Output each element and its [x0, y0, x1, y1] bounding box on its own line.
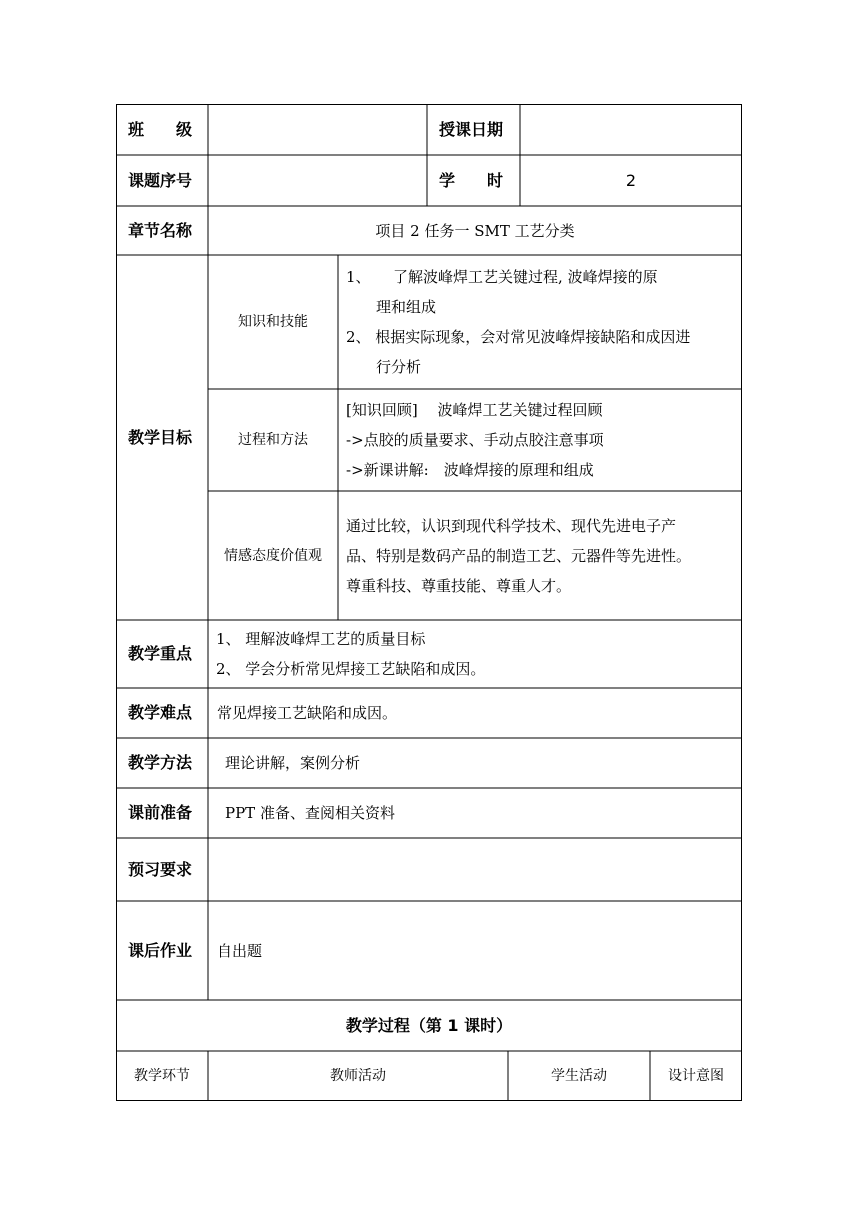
- class-value: [208, 104, 427, 155]
- student-header: 学生活动: [551, 1068, 607, 1084]
- sequence-value: [208, 155, 427, 206]
- hours-label: 学 时: [439, 170, 504, 190]
- emotion-line: 品、特别是数码产品的制造工艺、元器件等先进性。: [346, 546, 692, 565]
- homework-value: 自出题: [217, 941, 263, 960]
- emotion-line: 通过比较，认识到现代科学技术、现代先进电子产: [346, 516, 677, 535]
- preparation-value: PPT 准备、查阅相关资料: [225, 804, 395, 822]
- key-points-label: 教学重点: [128, 644, 193, 663]
- process-line: [知识回顾] 波峰焊工艺关键过程回顾: [346, 401, 603, 419]
- stage-header: 教学环节: [134, 1068, 190, 1084]
- methods-value: 理论讲解，案例分析: [225, 754, 361, 772]
- hours-value: 2: [625, 170, 637, 190]
- key-point-line: 2、 学会分析常见焊接工艺缺陷和成因。: [216, 660, 486, 678]
- homework-label: 课后作业: [128, 940, 193, 960]
- teacher-header: 教师活动: [330, 1068, 386, 1084]
- class-label: 班 级: [128, 119, 193, 139]
- process-content: [338, 389, 742, 491]
- preview-label: 预习要求: [128, 859, 193, 879]
- emotion-line: 尊重科技、尊重技能、尊重人才。: [346, 576, 572, 595]
- key-point-line: 1、 理解波峰焊工艺的质量目标: [216, 630, 426, 648]
- preview-value: [208, 838, 742, 901]
- lesson-plan-table: [116, 104, 742, 1101]
- difficult-points-value: 常见焊接工艺缺陷和成因。: [217, 704, 398, 722]
- sequence-label: 课题序号: [128, 170, 193, 190]
- emotion-label: 情感态度价值观: [224, 547, 322, 564]
- knowledge-line: 2、 根据实际现象，会对常见波峰焊接缺陷和成因进: [346, 328, 691, 346]
- knowledge-label: 知识和技能: [238, 314, 308, 330]
- process-line: ->点胶的质量要求、手动点胶注意事项: [346, 431, 604, 449]
- knowledge-line: 理和组成: [376, 298, 437, 316]
- chapter-label: 章节名称: [128, 220, 193, 240]
- knowledge-content: [338, 255, 742, 389]
- methods-label: 教学方法: [128, 753, 193, 772]
- chapter-value: 项目 2 任务一 SMT 工艺分类: [375, 221, 575, 240]
- process-title: 教学过程（第 1 课时）: [345, 1015, 513, 1035]
- date-value: [520, 104, 742, 155]
- difficult-points-label: 教学难点: [128, 703, 193, 722]
- knowledge-line: 行分析: [376, 358, 422, 376]
- knowledge-line: 1、 了解波峰焊工艺关键过程, 波峰焊接的原: [346, 268, 658, 286]
- emotion-content: [338, 491, 742, 620]
- goals-label: 教学目标: [128, 427, 193, 447]
- date-label: 授课日期: [439, 119, 504, 139]
- intent-header: 设计意图: [668, 1068, 724, 1084]
- process-line: ->新课讲解: 波峰焊接的原理和组成: [346, 461, 594, 479]
- process-label: 过程和方法: [238, 432, 308, 448]
- key-points-content: [208, 620, 742, 688]
- preparation-label: 课前准备: [128, 803, 193, 822]
